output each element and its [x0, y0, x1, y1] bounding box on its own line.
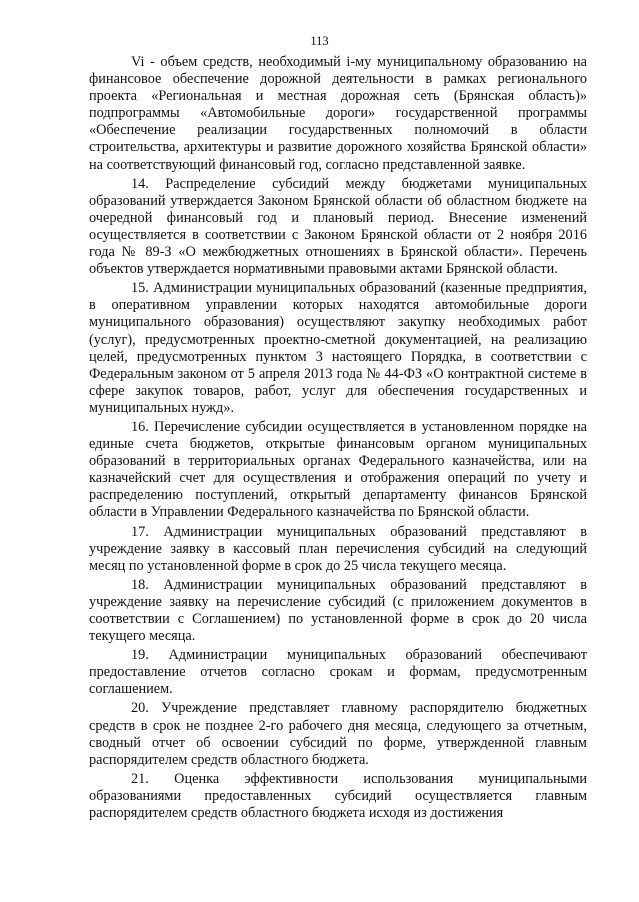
paragraph-18: 18. Администрации муниципальных образований представляют в учреждение заявку на перечисление субсидий (с приложением документов в соответствии с Соглашением) по установленной форме в срок до 20 числа текущего месяца.: [89, 576, 587, 645]
paragraph-16: 16. Перечисление субсидии осуществляется в установленном порядке на единые счета бюджетов, открытые финансовым органом муниципальных образований в территориальных органах Федерального казначейства, или на казначейский счет для осуществления и отображения операций по учету и распределению поступлений, открытый департаменту финансов Брянской области в Управлении Федерального казначейства по Брянской области.: [89, 418, 587, 521]
page-number: 113: [310, 34, 329, 48]
paragraph-15: 15. Администрации муниципальных образований (казенные предприятия, в оперативном управлении которых находятся автомобильные дороги муниципального образования) осуществляют закупку необходимых работ (услуг), предусмотренных проектно-сметной документацией, на реализацию целей, предусмотренных пунктом 3 настоящего Порядка, в соответствии с Федеральным законом от 5 апреля 2013 года № 44-ФЗ «О контрактной системе в сфере закупок товаров, работ, услуг для обеспечения государственных и муниципальных нужд».: [89, 280, 587, 416]
paragraph-14: 14. Распределение субсидий между бюджетами муниципальных образований утверждается Законом Брянской области об областном бюджете на очередной финансовый год и плановый период. Внесение изменений осуществляется в соответствии с Законом Брянской области от 2 ноября 2016 года № 89-З «О межбюджетных отношениях в Брянской области». Перечень объектов утверждается нормативными правовыми актами Брянской области.: [89, 175, 587, 278]
document-body: [89, 54, 587, 824]
paragraph-21: 21. Оценка эффективности использования муниципальными образованиями предоставленных субсидий осуществляется главным распорядителем средств областного бюджета исходя из достижения: [89, 770, 587, 822]
paragraph-20: 20. Учреждение представляет главному распорядителю бюджетных средств в срок не позднее 2-го рабочего дня месяца, следующего за отчетным, сводный отчет об освоении субсидий по форме, утвержденной главным распорядителем средств областного бюджета.: [89, 700, 587, 768]
paragraph-vi-definition: Vi - объем средств, необходимый i-му муниципальному образованию на финансовое обеспечение дорожной деятельности в рамках регионального проекта «Региональная и местная дорожная сеть (Брянская область)» подпрограммы «Автомобильные дороги» государственной программы «Обеспечение реализации государственных полномочий в области строительства, архитектуры и развитие дорожного хозяйства Брянской области» на соответствующий финансовый год, согласно представленной заявке.: [89, 54, 587, 173]
paragraph-19: 19. Администрации муниципальных образований обеспечивают предоставление отчетов согласно срокам и формам, предусмотренным соглашением.: [89, 647, 587, 698]
paragraph-17: 17. Администрации муниципальных образований представляют в учреждение заявку в кассовый план перечисления субсидий на следующий месяц по установленной форме в срок до 25 числа текущего месяца.: [89, 523, 587, 574]
